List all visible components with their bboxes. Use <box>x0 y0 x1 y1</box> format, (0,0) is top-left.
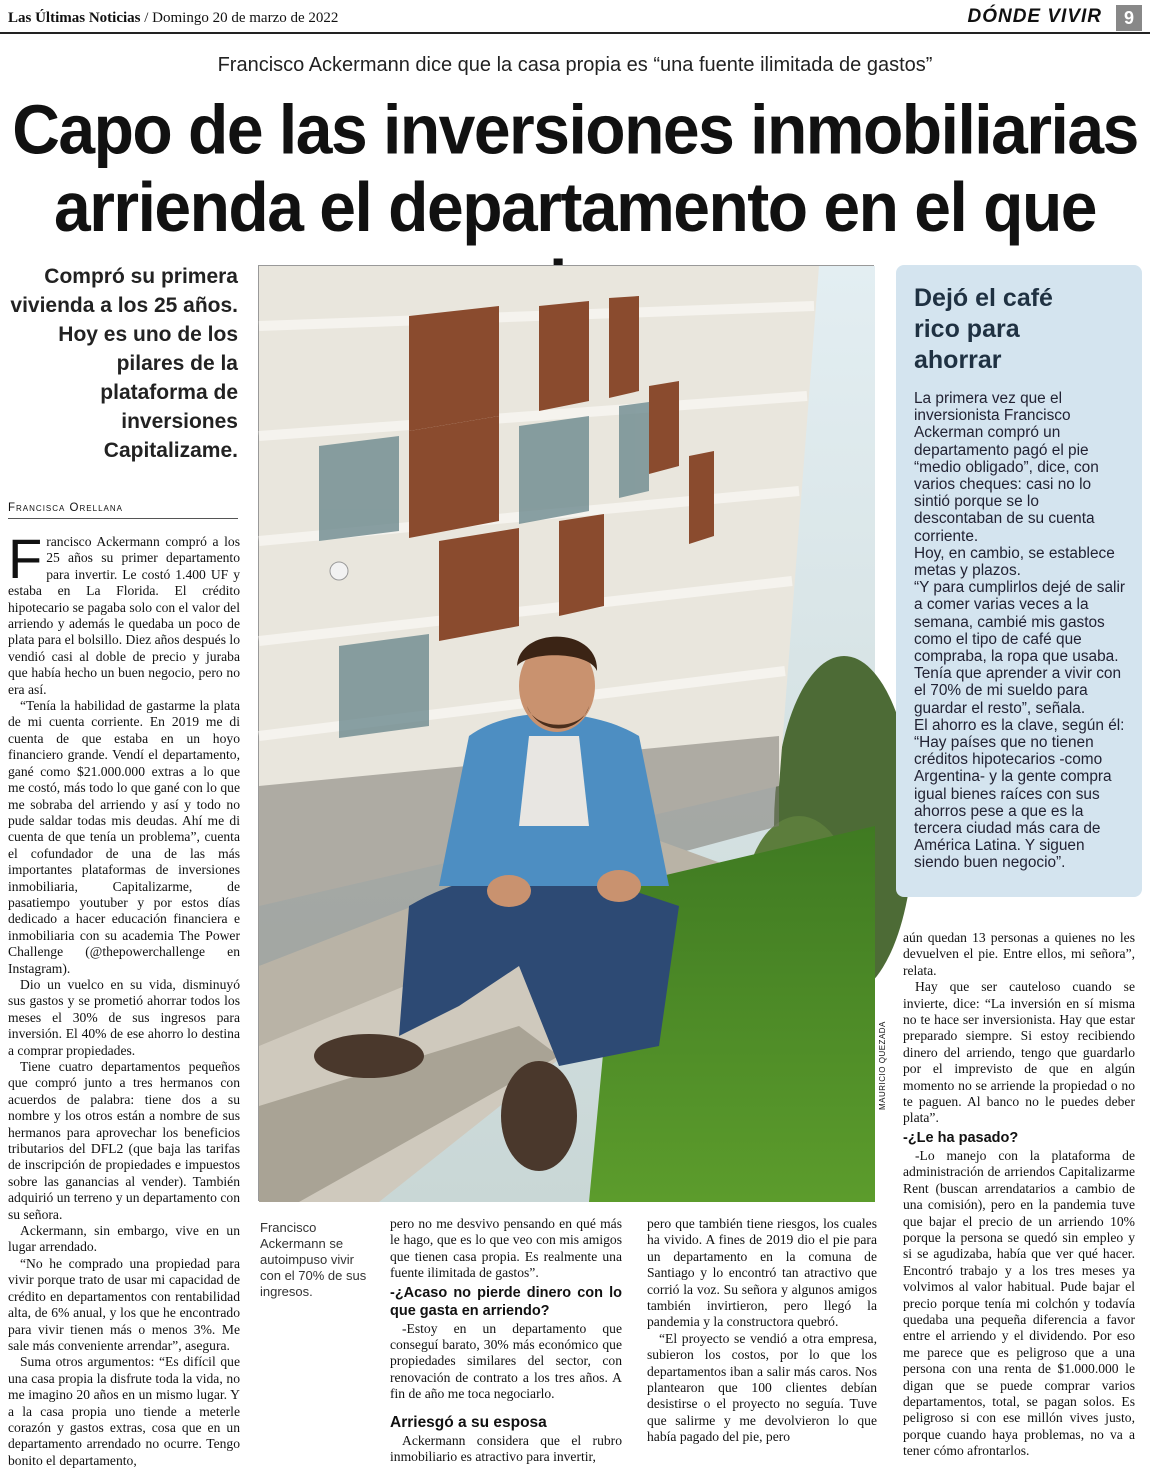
article-photo <box>258 265 874 1201</box>
article-paragraph: Suma otros argumentos: “Es difícil que una casa propia la disfrute toda la vida, no me imagino 20 años en un mismo lugar. Y a la casa propia uno tiende a meterle corazón y gastos extras, cosa que en un departamento arrendado no ocurre. Tengo bonito el departamento, <box>8 1354 240 1468</box>
article-paragraph: “El proyecto se vendió a otra empresa, subieron los costos, por lo que los departamentos iban a salir más caros. Nos plantearon que 100 clientes debían desistirse o el proyecto no seguía. Tuve que salirme y me devolvieron lo que había pagado del pie, pero <box>647 1330 877 1445</box>
sidebar-body <box>914 390 1126 872</box>
masthead <box>8 10 338 27</box>
article-paragraph: -Estoy en un departamento que conseguí barato, 30% más económico que propiedades similares del sector, con renovación de contrato a los tres años. A fin de año me toca negociarlo. <box>390 1320 622 1402</box>
article-paragraph: Tiene cuatro departamentos pequeños que compró junto a tres hermanos con acuerdos de palabra: tiene dos a su nombre y los otros están a nombre de sus hermanos para aprovechar los beneficios tributarios del DFL2 (que baja las tarifas de inscripción de propiedades e impuestos sobre las ganancias al vender). También adquirió un terreno y un departamento con su señora. <box>8 1059 240 1222</box>
sidebar-paragraph: La primera vez que el inversionista Francisco Ackerman compró un departamento pagó el pie “medio obligado”, dice, con varios cheques: casi no lo sintió porque se lo descontaban de su cuenta corriente. <box>914 390 1099 545</box>
interview-question: -¿Le ha pasado? <box>903 1129 1019 1146</box>
subheading: Arriesgó a su esposa <box>390 1413 547 1431</box>
subhead: Compró su primera vivienda a los 25 años. Hoy es uno de los pilares de la plataforma de inversiones Capitalizame. <box>10 265 238 462</box>
kicker: Francisco Ackermann dice que la casa propia es “una fuente ilimitada de gastos” <box>217 54 933 76</box>
article-paragraph: Hay que ser cauteloso cuando se invierte, dice: “La inversión en sí misma no te hace ser inversionista. Hay que estar preparado siempre. Si estoy recibiendo dinero del arriendo, tengo que guardarlo por el imprevisto de que en algún momento no se arriende la propiedad o no te paguen. Al banco no le puedes deber plata”. <box>903 979 1135 1126</box>
headline-line-1: Capo de las inversiones inmobiliarias <box>12 90 1138 169</box>
byline: Francisca Orellana <box>8 502 123 514</box>
sidebar-paragraph: Hoy, en cambio, se establece metas y plazos. <box>914 544 1115 580</box>
article-column-3 <box>647 1216 877 1460</box>
article-paragraph: pero que también tiene riesgos, los cuales ha vivido. A fines de 2019 dio el pie para un departamento en la comuna de Santiago y lo encontró tan atractivo que corrió la voz. Su señora y algunos amigos también invirtieron, pero llegó la pandemia y la constructora quebró. <box>647 1216 877 1330</box>
article-column-4 <box>903 930 1135 1460</box>
sidebar-paragraph: El ahorro es la clave, según él: “Hay países que no tienen créditos hipotecarios -como Argentina- y la gente compra igual bienes raíces con sus ahorros pese a que es la tercera ciudad más cara de América Latina. Y siguen siendo buen negocio”. <box>914 716 1125 872</box>
article-paragraph: “Tenía la habilidad de gastarme la plata de mi cuenta corriente. En 2019 me di cuenta de que estaba en un hoyo financiero grande. Vendí el departamento, gané como $21.000.000 extras a lo que me costó, más todo lo que gané con lo que me sobraba del arriendo y así y todo no pude saldar todas mis deudas. Ahí me di cuenta de que tenía un problema”, cuenta el cofundador de una de las más importantes plataformas de inversiones inmobiliaria, Capitalizarme, de pasatiempo youtuber y por estos días dedicado a hacer educación financiera e inmobiliaria con su academia The Power Challenge (@thepowerchallenge en Instagram). <box>8 698 240 976</box>
article-paragraph: -Lo manejo con la plataforma de administración de arriendos Capitalizarme Rent (buscan arrendatarios a cambio de una comisión), pero en la pandemia tuve que bajar el precio de un arriendo 10% porque la persona se quedó sin empleo y si se agudizaba, había que ver qué hacer. Encontró trabajo y a los tres meses ya volvimos al valor habitual. Pude bajar el precio porque tenía mi colchón y todavía quedaba una pequeña diferencia a favor entre el arriendo y el dividendo. Por eso me parece que es peligroso que a una persona con una renta de $1.000.000 le digan que se puede comprar varios departamentos, total, se pagan solos. Es peligroso si con ese millón vives justo, porque cuando haya problemas, no va a tener cómo afrontarlos. <box>903 1147 1135 1459</box>
article-paragraph: Dio un vuelco en su vida, disminuyó sus gastos y se prometió ahorrar todos los meses el 30% de sus ingresos para inversión. El 40% de ese ahorro lo destina a comprar propiedades. <box>8 976 240 1058</box>
article-column-1 <box>8 527 240 1468</box>
page-number: 9 <box>1116 5 1142 31</box>
drop-cap: F <box>8 527 43 590</box>
section-title: DÓNDE VIVIR <box>967 6 1102 27</box>
article-paragraph: Francisco Ackermann compró a los 25 años su primer departamento para invertir. Le costó 1.400 UF y estaba en La Florida. El crédito hipotecario se pagaba solo con el valor del arriendo y además le quedaba un poco de plata para el bolsillo. Diez años después lo vendió casi al doble de precio y juraba que había hecho un buen negocio, pero no era así. <box>8 527 240 697</box>
article-paragraph: Ackermann considera que el rubro inmobiliario es atractivo para invertir, <box>390 1433 622 1465</box>
article-paragraph: Ackermann, sin embargo, vive en un lugar arrendado. <box>8 1223 240 1255</box>
article-paragraph: pero no me desvivo pensando en qué más le hago, que es lo que veo con mis amigos que tienen casa propia. Es realmente una fuente ilimitada de gastos”. <box>390 1216 622 1281</box>
article-paragraph: aún quedan 13 personas a quienes no les devuelven el pie. Entre ellos, mi señora”, relata. <box>903 930 1135 978</box>
interview-question: -¿Acaso no pierde dinero con lo que gasta en arriendo? <box>390 1284 622 1319</box>
newspaper-name: Las Últimas Noticias <box>8 10 141 26</box>
article-paragraph: “No he comprado una propiedad para vivir porque trato de usar mi capacidad de crédito en departamentos con rentabilidad alta, de 6% anual, y los que he encontrado para vivir tienen más o menos 3%. Me sale más conveniente arrendar”, asegura. <box>8 1255 240 1353</box>
photo-caption: Francisco Ackermann se autoimpuso vivir con el 70% de sus ingresos. <box>260 1220 367 1299</box>
article-column-2 <box>390 1216 622 1465</box>
sidebar-title: Dejó el café rico para ahorrar <box>914 284 1053 374</box>
headline-line-2: arrienda el departamento en el que <box>54 168 1096 246</box>
photo-credit: MAURICIO QUEZADA <box>878 1021 887 1110</box>
sidebar-paragraph: “Y para cumplirlos dejé de salir a comer varias veces a la semana, cambié mis gastos como el tipo de café que compraba, la ropa que usaba. Tenía que aprender a vivir con el 70% de mi sueldo para guardar el resto”, señala. <box>914 579 1126 717</box>
byline-rule <box>8 518 238 519</box>
sidebar-box <box>896 265 1142 897</box>
header-rule <box>0 32 1150 34</box>
issue-date: / Domingo 20 de marzo de 2022 <box>140 10 339 26</box>
